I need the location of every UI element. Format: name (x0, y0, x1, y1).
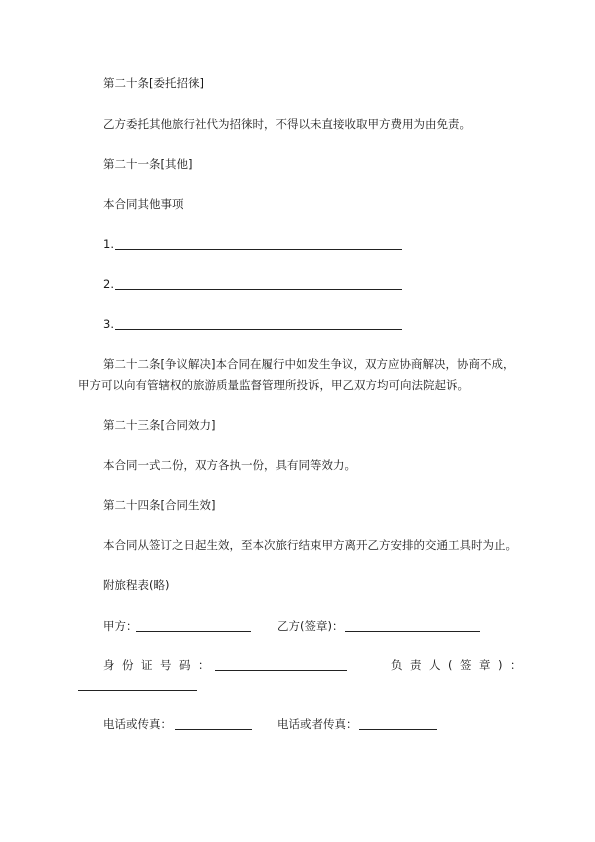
section-20-body: 乙方委托其他旅行社代为招徕时，不得以未直接收取甲方费用为由免责。 (103, 117, 471, 131)
phone-fax-b-label: 电话或者传真： (277, 717, 358, 731)
section-22-line-2: 甲方可以向有管辖权的旅游质量监督管理所投诉，甲乙双方均可向法院起诉。 (78, 378, 469, 392)
phone-fax-b-blank[interactable] (359, 729, 437, 730)
responsible-blank[interactable] (78, 690, 197, 691)
id-number-blank[interactable] (215, 670, 347, 671)
party-a-label: 甲方： (103, 619, 138, 633)
party-a-blank[interactable] (136, 631, 251, 632)
section-24-body: 本合同从签订之日起生效，至本次旅行结束甲方离开乙方安排的交通工具时为止。 (103, 538, 517, 552)
party-b-blank[interactable] (345, 631, 480, 632)
other-item-1 (103, 237, 115, 252)
section-21-body: 本合同其他事项 (103, 197, 184, 211)
section-22-line-1: 第二十二条[争议解决]本合同在履行中如发生争议，双方应协商解决，协商不成， (103, 357, 515, 371)
phone-fax-a-blank[interactable] (175, 729, 252, 730)
other-item-2 (103, 277, 115, 292)
section-21-title: 第二十一条[其他] (103, 157, 193, 171)
responsible-label: 负责人(签章)： (391, 658, 529, 672)
other-item-number: 2. (103, 277, 114, 291)
other-item-2-blank[interactable] (115, 289, 402, 290)
other-item-1-blank[interactable] (115, 249, 402, 250)
other-item-number: 3. (103, 317, 114, 331)
section-23-body: 本合同一式二份，双方各执一份，具有同等效力。 (103, 458, 356, 472)
id-number-label: 身份证号码： (103, 658, 217, 672)
appendix-note: 附旅程表(略) (103, 578, 170, 592)
other-item-3 (103, 317, 115, 332)
other-item-number: 1. (103, 237, 114, 251)
party-b-label: 乙方(签章)： (277, 619, 344, 633)
phone-fax-a-label: 电话或传真： (103, 717, 172, 731)
section-20-title: 第二十条[委托招徕] (103, 76, 204, 90)
section-23-title: 第二十三条[合同效力] (103, 418, 216, 432)
other-item-3-blank[interactable] (115, 329, 402, 330)
section-24-title: 第二十四条[合同生效] (103, 498, 216, 512)
